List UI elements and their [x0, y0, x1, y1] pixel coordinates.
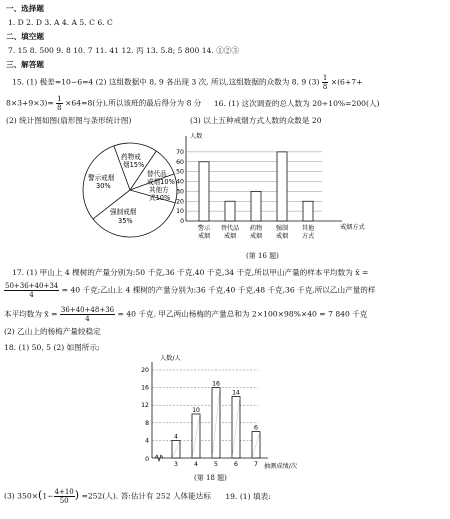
paren-close: ) — [74, 488, 80, 502]
q16-ytick-label: 50 — [176, 168, 184, 176]
q16-xtick-label: 戒烟 — [249, 233, 263, 240]
q16-part2: (2) 统计图如图(扇形图与条形统计图) — [6, 116, 132, 125]
q16-part1: 16. (1) 这次调查的总人数为 20÷10%=200(人) — [213, 98, 380, 108]
q15-line2-b: ×64=8(分),所以该班的最后得分为 8 分 — [65, 98, 202, 108]
q16-xtick-label: 方式 — [301, 233, 315, 240]
q18-ytick-label: 8 — [145, 419, 149, 427]
q17-part2: (2) 乙山上的杨梅产量较稳定 — [4, 327, 101, 336]
q18-fraction — [54, 488, 75, 505]
q18-ytick-label: 12 — [141, 402, 149, 410]
q17-line3-a: 本平均数为 x̄ = — [4, 309, 58, 319]
frac-denominator: 4 — [85, 315, 90, 323]
frac-numerator: 1 — [322, 74, 328, 82]
pie-label-warn-2: 30% — [96, 182, 111, 190]
q18-data-label: 6 — [254, 424, 258, 432]
pie-label-other-2: 式10% — [149, 194, 171, 202]
q16-ytick-label: 30 — [176, 188, 184, 196]
q16-ylabel: 人数 — [190, 133, 203, 140]
frac-numerator: 4+10 — [54, 488, 74, 496]
frac-denominator: 4 — [29, 291, 34, 299]
q18-xtick-label: 5 — [214, 461, 218, 468]
choice-heading: 一、选择题 — [6, 4, 44, 13]
q17-fraction-1 — [4, 282, 59, 299]
q16-part3: (3) 以上五种戒烟方式人数的众数是 20 — [190, 116, 322, 125]
q18-data-label: 16 — [212, 380, 220, 388]
q16-ytick-label: 20 — [176, 198, 184, 206]
q17-fraction-2 — [60, 306, 115, 323]
q16-xtick-label: 其他 — [301, 225, 315, 232]
q16-bar — [277, 152, 287, 221]
q16-xtick-label: 警示 — [197, 225, 211, 232]
solve-heading: 三、解答题 — [6, 60, 44, 69]
q17-line2 — [4, 282, 375, 299]
q18-bars — [141, 362, 268, 468]
fill-answers: 7. 15 8. 500 9. 8 10. 7 11. 41 12. 丙 13. 5.8; 5 800 14. ①②③ — [8, 46, 239, 55]
q16-ytick-label: 60 — [176, 158, 184, 166]
frac-numerator: 1 — [57, 95, 62, 103]
pie-label-force-2: 35% — [118, 217, 133, 225]
fill-heading: 二、填空题 — [6, 32, 44, 41]
q16-xtick-label: 替代品 — [220, 225, 240, 232]
q16-ytick-label: 70 — [176, 148, 184, 156]
frac-numerator: 36+40+48+36 — [60, 306, 115, 314]
q18-ylabel: 人数/人 — [160, 355, 181, 362]
q15-line2-a: 8×3+9×3)= — [6, 98, 54, 108]
q15-text-a: 15. (1) 极差=10−6=4 (2) 这组数据中 8, 9 各出现 3 次, 所以,这组数据的众数为 8, 9 (3) — [12, 77, 320, 87]
q18-ytick-label: 16 — [141, 384, 149, 392]
q18-part1: 18. (1) 50, 5 (2) 如图所示; — [4, 343, 100, 352]
q18-xtick-label: 4 — [194, 461, 198, 468]
q18-xtick-label: 6 — [234, 461, 238, 468]
q18-caption: (第 18 题) — [194, 474, 227, 482]
pie-label-drug-1: 药物戒 — [121, 153, 141, 161]
q18-ytick-label: 20 — [141, 367, 149, 374]
q16-xlabel: 戒烟方式 — [340, 224, 365, 231]
q18-origin-label: 0 — [145, 456, 149, 463]
q18-data-label: 10 — [192, 407, 200, 414]
q16-xtick-label: 戒烟 — [275, 233, 289, 240]
pie-label-drug-2: 烟15% — [123, 161, 145, 169]
q18-part3-b: =252(人). 答:估计有 252 人体能达标 — [81, 491, 211, 501]
q16-caption: (第 16 题) — [246, 252, 279, 260]
q16-xtick-label: 强制 — [275, 225, 289, 232]
frac-numerator: 50+36+40+34 — [5, 282, 59, 290]
q18-part3 — [4, 488, 271, 505]
q16-pie-chart — [80, 140, 180, 240]
q15-line1 — [12, 74, 362, 91]
q18-bar-chart — [120, 350, 320, 475]
q18-xlabel: 抽测成绩/次 — [264, 463, 298, 470]
choice-answers: 1. D 2. D 3. A 4. A 5. C 6. C — [8, 18, 113, 27]
pie-label-warn-1: 警示戒烟 — [88, 174, 115, 182]
q18-part3-a: (3) 350× — [4, 491, 39, 501]
q18-part3-paren: 1− — [42, 491, 54, 501]
frac-denominator: 8 — [57, 104, 62, 112]
pie-label-sub-2: 戒烟10% — [147, 178, 175, 186]
q16-xtick-label: 戒烟 — [223, 233, 237, 240]
pie-label-other-1: 其他方 — [149, 186, 169, 194]
frac-denominator: 8 — [322, 83, 328, 91]
q16-bar — [251, 191, 261, 221]
q18-xtick-label: 7 — [254, 461, 258, 468]
frac-denominator: 50 — [59, 497, 69, 505]
q18-data-label: 4 — [174, 433, 178, 441]
pie-label-force-1: 强制戒烟 — [110, 208, 137, 216]
q18-ytick-label: 4 — [145, 437, 149, 445]
q15-fraction-1 — [322, 74, 328, 91]
q17-line3 — [4, 306, 367, 323]
pie-label-sub-1: 替代品 — [147, 170, 167, 178]
q16-ytick-label: 10 — [176, 208, 184, 216]
q19-part1: 19. (1) 填表: — [225, 491, 271, 501]
q17-line1: 17. (1) 甲山上 4 棵树的产量分别为:50 千克,36 千克,40 千克,34 千克,所以甲山产量的样本平均数为 x̄ = — [12, 268, 369, 277]
q16-bar — [303, 201, 313, 221]
q16-origin-label: 0 — [180, 218, 184, 225]
q16-xtick-label: 戒烟 — [197, 233, 211, 240]
q17-line2-text: = 40 千克;乙山上 4 棵树的产量分别为:36 千克,40 千克,48 千克,36 千克,所以乙山产量的样 — [61, 285, 376, 295]
q16-bar — [225, 201, 235, 221]
q18-xtick-label: 3 — [174, 461, 178, 468]
q15-line2 — [6, 95, 380, 112]
q16-bar — [199, 162, 209, 221]
q18-data-label: 14 — [232, 389, 240, 397]
q16-xtick-label: 药物 — [249, 225, 263, 232]
q15-fraction-2 — [56, 95, 62, 112]
q15-text-b: ×(6+7+ — [330, 77, 363, 87]
q16-bar-chart — [170, 128, 370, 250]
q16-ytick-label: 40 — [176, 178, 184, 186]
q17-line3-b: = 40 千克. 甲乙两山杨梅的产量总和为 2×100×98%×40 = 7 840 千克 — [117, 309, 368, 319]
q16-bars — [176, 136, 342, 240]
paren-open: ( — [38, 488, 43, 502]
